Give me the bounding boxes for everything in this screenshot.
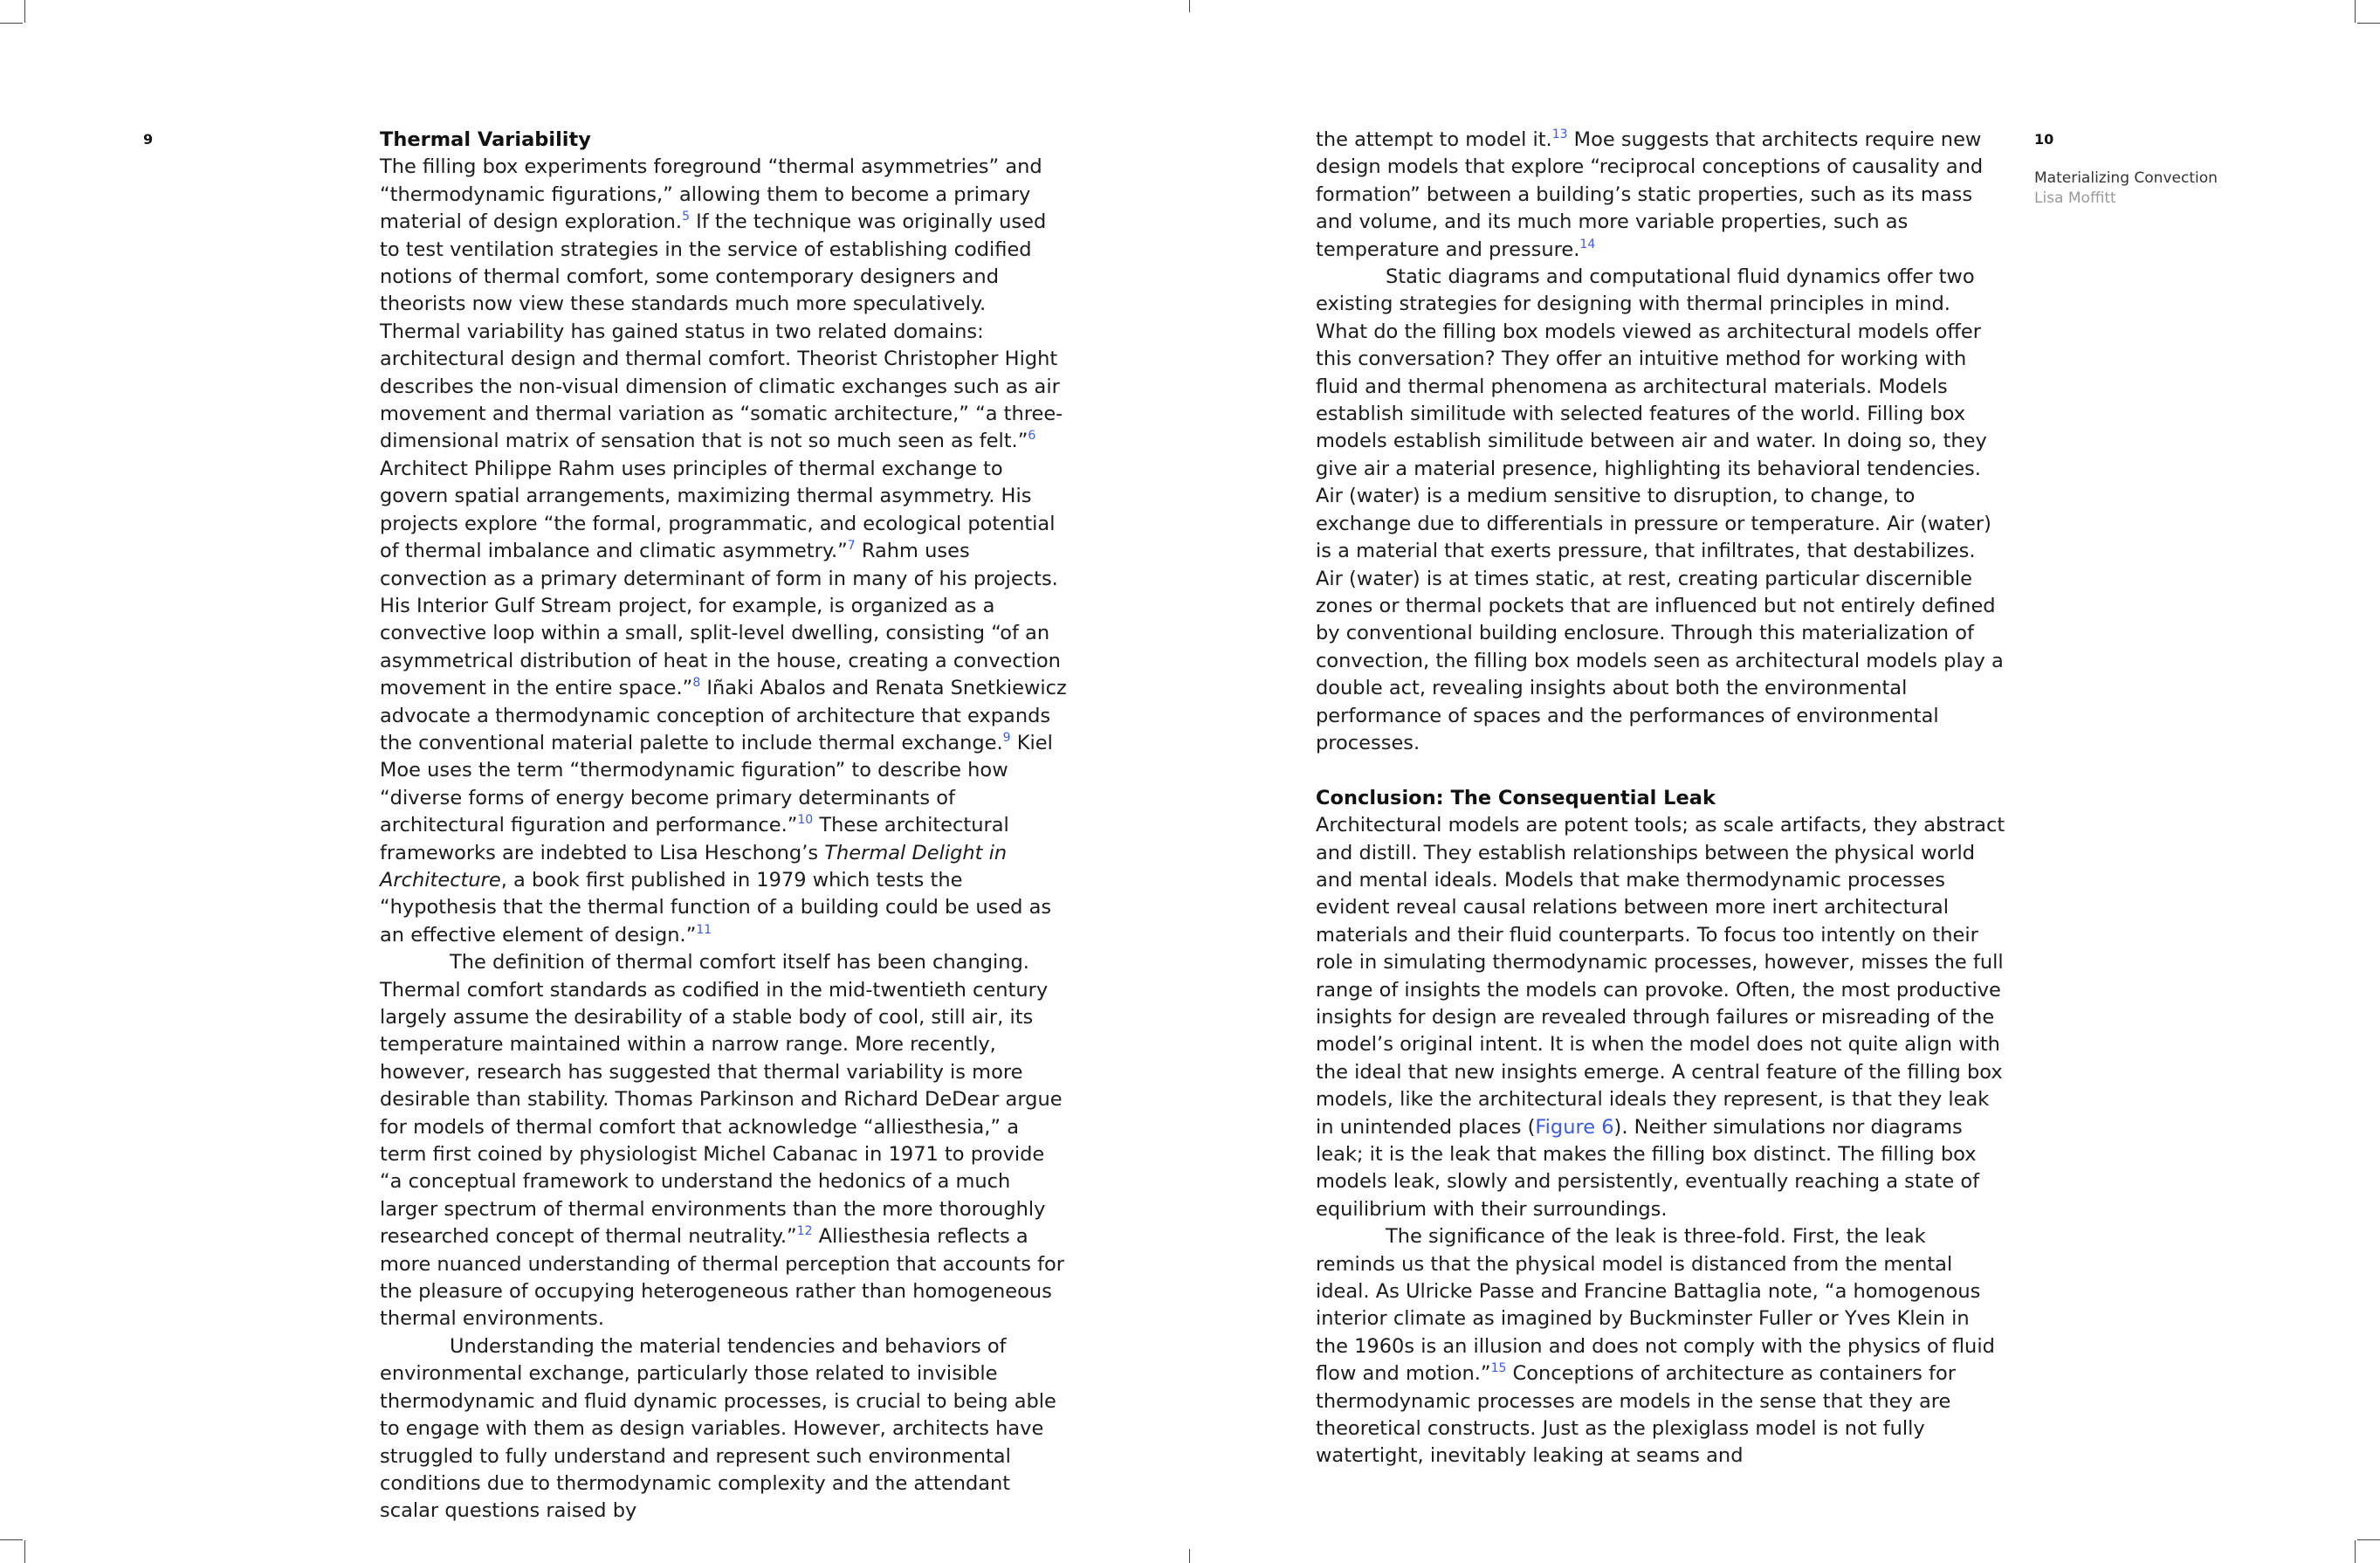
crop-mark-bottom-right	[2355, 1540, 2356, 1563]
footnote-ref-15[interactable]: 15	[1490, 1361, 1507, 1376]
left-text-column	[380, 127, 1070, 1525]
paragraph-right-2: Static diagrams and computational fluid dynamics offer two existing strategies for designing with thermal principles in mind. What do the filling box models viewed as architectural models offer this conversation? They offer an intuitive method for working with fluid and thermal phenomena as architectural materials. Models establish similitude with selected features of the world. Filling box models establish similitude between air and water. In doing so, they give air a material presence, highlighting its behavioral tendencies. Air (water) is a medium sensitive to disruption, to change, to exchange due to differentials in pressure or temperature. Air (water) is a material that exerts pressure, that infiltrates, that destabilizes. Air (water) is at times static, at rest, creating particular discernible zones or thermal pockets that are influenced but not entirely defined by conventional building enclosure. Through this materialization of convection, the filling box models seen as architectural models play a double act, revealing insights about both the environmental performance of spaces and the performances of environmental processes.	[1316, 265, 2004, 754]
crop-mark-bottom-right-h	[2357, 1539, 2380, 1540]
text-run: , a book first published in 1979 which tests the “hypothesis that the thermal function of a building could be used as an effective element of design.”	[380, 868, 1052, 947]
paragraph-left-1	[380, 154, 1070, 949]
footnote-ref-14[interactable]: 14	[1579, 237, 1596, 251]
paragraph-right-3	[1316, 812, 2005, 1223]
figure-6-link[interactable]: Figure 6	[1535, 1115, 1614, 1139]
text-run: Architect Philippe Rahm uses principles of thermal exchange to govern spatial arrangements, maximizing thermal asymmetry. His projects explore “the formal, programmatic, and ecological potential of thermal imbalance and climatic asymmetry.”	[380, 457, 1056, 563]
section-heading-thermal-variability: Thermal Variability	[380, 128, 591, 151]
crop-mark-top-right-h	[2357, 23, 2380, 24]
footnote-ref-9[interactable]: 9	[1002, 730, 1011, 745]
running-header	[2034, 169, 2218, 209]
footnote-ref-7[interactable]: 7	[847, 539, 856, 554]
text-run: Moe suggests that architects require new design models that explore “reciprocal conceptions of causality and formation” between a building’s static properties, such as its mass and volume, and its much more variable properties, such as temperature and pressure.	[1316, 128, 1984, 261]
paragraph-left-2	[380, 949, 1070, 1333]
text-run: Kiel Moe uses the term “thermodynamic figuration” to describe how “diverse forms of energy become primary determinants of architectural figuration and performance.”	[380, 731, 1053, 837]
text-run: Iñaki Abalos and Renata Snetkiewicz advocate a thermodynamic conception of architecture that expands the conventional material palette to include thermal exchange.	[380, 677, 1067, 754]
text-run: The filling box experiments foreground “thermal asymmetries” and “thermodynamic figurations,” allowing them to become a primary material of design exploration.	[380, 155, 1042, 234]
text-run: Conceptions of architecture as containers for thermodynamic processes are models in the sense that they are theoretical constructs. Just as the plexiglass model is not fully watertight, inevitably leaking at seams and	[1316, 1362, 1956, 1468]
running-title: Materializing Convection	[2034, 169, 2218, 187]
text-run: These architectural frameworks are indebted to Lisa Heschong’s	[380, 814, 1009, 864]
text-run: Alliesthesia reflects a more nuanced understanding of thermal perception that accounts for the pleasure of occupying heterogeneous rather than homogeneous thermal environments.	[380, 1225, 1065, 1331]
footnote-ref-12[interactable]: 12	[796, 1224, 813, 1239]
footnote-ref-6[interactable]: 6	[1028, 429, 1036, 444]
crop-mark-top-right	[2355, 0, 2356, 23]
crop-mark-top-left-h	[0, 23, 23, 24]
crop-mark-bottom-left	[24, 1540, 25, 1563]
text-run: The significance of the leak is three-fold. First, the leak reminds us that the physical model is distanced from the mental ideal. As Ulricke Passe and Francine Battaglia note, “a homogenous interior climate as imagined by Buckminster Fuller or Yves Klein in the 1960s is an illusion and does not comply with the physics of fluid flow and motion.”	[1316, 1225, 1995, 1386]
paragraph-right-1	[1316, 127, 2005, 264]
author-name: Lisa Moffitt	[2034, 189, 2116, 207]
crop-mark-top-center	[1189, 0, 1190, 12]
text-run: If the technique was originally used to test ventilation strategies in the service of establishing codified notions of thermal comfort, some contemporary designers and theorists now view these standards much more speculatively. Thermal variability has gained status in two related domains: architectural design and thermal comfort. Theorist Christopher Hight describes the non-visual dimension of climatic exchanges such as air movement and thermal variation as “somatic architecture,” “a three-dimensional matrix of sensation that is not so much seen as felt.”	[380, 210, 1063, 453]
paragraph-left-3: Understanding the material tendencies and behaviors of environmental exchange, particularly those related to invisible thermodynamic and fluid dynamic processes, is crucial to being able to engage with them as design variables. However, architects have struggled to fully understand and represent such environmental conditions due to thermodynamic complexity and the attendant scalar questions raised by	[380, 1334, 1056, 1523]
crop-mark-bottom-center	[1189, 1549, 1190, 1563]
footnote-ref-5[interactable]: 5	[682, 210, 690, 224]
page-number-right: 10	[2034, 131, 2054, 148]
text-run: Rahm uses convection as a primary determinant of form in many of his projects. His Interior Gulf Stream project, for example, is organized as a convective loop within a small, split-level dwelling, consisting “of an asymmetrical distribution of heat in the house, creating a convection movement in the entire space.”	[380, 540, 1061, 700]
paragraph-right-4	[1316, 1223, 2005, 1470]
crop-mark-bottom-left-h	[0, 1539, 23, 1540]
text-run: the attempt to model it.	[1316, 128, 1552, 151]
right-text-column	[1316, 127, 2005, 1470]
crop-mark-top-left	[24, 0, 25, 23]
section-heading-conclusion: Conclusion: The Consequential Leak	[1316, 786, 1716, 809]
book-title: Thermal Delight in Architecture	[380, 841, 1008, 892]
footnote-ref-8[interactable]: 8	[692, 676, 701, 691]
page-number-left: 9	[143, 131, 154, 148]
footnote-ref-10[interactable]: 10	[797, 813, 814, 828]
footnote-ref-11[interactable]: 11	[696, 922, 712, 937]
footnote-ref-13[interactable]: 13	[1551, 127, 1568, 141]
text-run: ). Neither simulations nor diagrams leak; it is the leak that makes the filling box distinct. The filling box models leak, slowly and persistently, eventually reaching a state of equilibrium with their surroundings.	[1316, 1115, 1980, 1221]
text-run: The definition of thermal comfort itself has been changing. Thermal comfort standards as codified in the mid-twentieth century largely assume the desirability of a stable body of cool, still air, its temperature maintained within a narrow range. More recently, however, research has suggested that thermal variability is more desirable than stability. Thomas Parkinson and Richard DeDear argue for models of thermal comfort that acknowledge “alliesthesia,” a term first coined by physiologist Michel Cabanac in 1971 to provide “a conceptual framework to understand the hedonics of a much larger spectrum of thermal environments than the more thoroughly researched concept of thermal neutrality.”	[380, 951, 1063, 1249]
text-run: Architectural models are potent tools; as scale artifacts, they abstract and distill. They establish relationships between the physical world and mental ideals. Models that make thermodynamic processes evident reveal causal relations between more inert architectural materials and their fluid counterparts. To focus too intently on their role in simulating thermodynamic processes, however, misses the full range of insights the models can provoke. Often, the most productive insights for design are revealed through failures or misreading of the model’s original intent. It is when the model does not quite align with the ideal that new insights emerge. A central feature of the filling box models, like the architectural ideals they represent, is that they leak in unintended places (	[1316, 814, 2005, 1139]
